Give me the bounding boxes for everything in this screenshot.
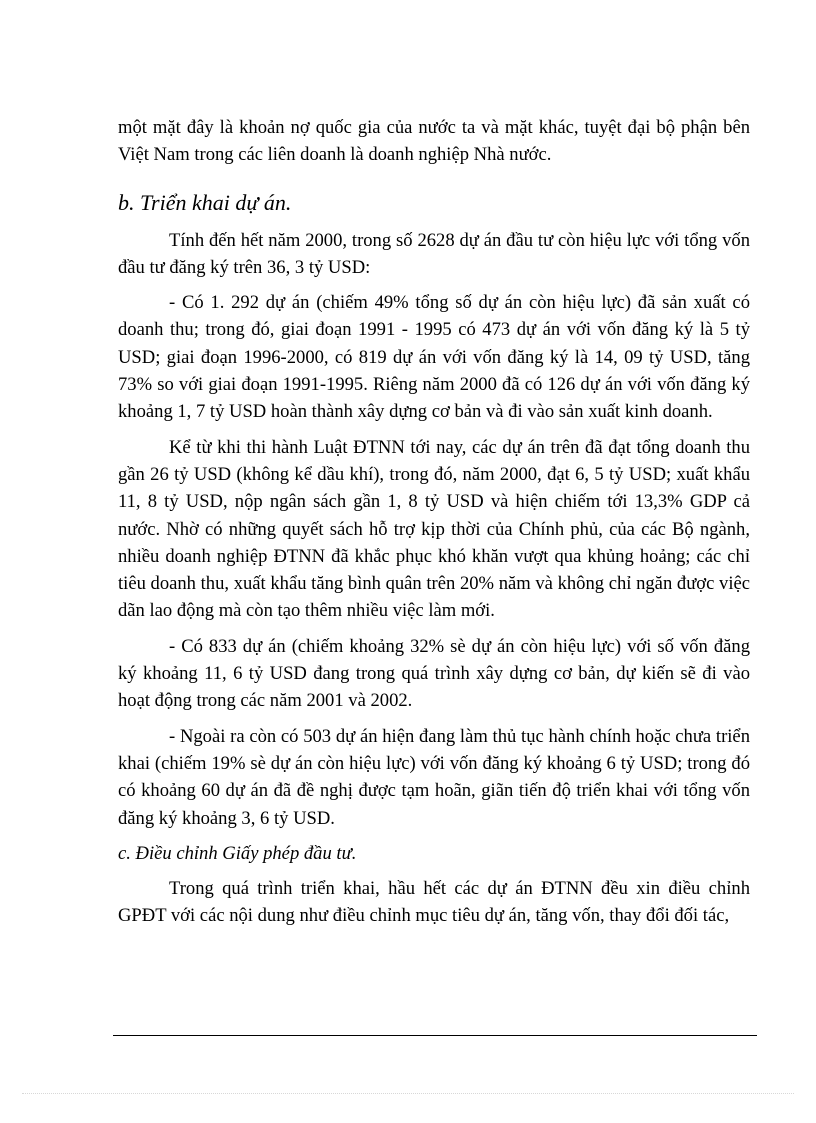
section-heading-c: c. Điều chỉnh Giấy phép đầu tư.: [118, 842, 357, 864]
paragraph-adjustment: Trong quá trình triển khai, hầu hết các dự án ĐTNN đều xin điều chỉnh GPĐT với các nội dung như điều chỉnh mục tiêu dự án, tăng vốn, thay đổi đối tác,: [118, 877, 750, 927]
page-bottom-dotted-line: [22, 1093, 794, 1094]
document-body: [118, 114, 750, 929]
paragraph-continuation: một mặt đây là khoản nợ quốc gia của nước ta và mặt khác, tuyệt đại bộ phận bên Việt Nam trong các liên doanh là doanh nghiệp Nhà nước.: [118, 117, 750, 166]
footer-rule: [113, 1035, 757, 1036]
paragraph-bullet-1: - Có 1. 292 dự án (chiếm 49% tổng số dự án còn hiệu lực) đã sản xuất có doanh thu; trong đó, giai đoạn 1991 - 1995 có 473 dự án với vốn đăng ký là 5 tỷ USD; giai đoạn 1996-2000, có 819 dự án với vốn đăng ký là 14, 09 tỷ USD, tăng 73% so với giai đoạn 1991-1995. Riêng năm 2000 đã có 126 dự án với vốn đăng ký khoảng 1, 7 tỷ USD hoàn thành xây dựng cơ bản và đi vào sản xuất kinh doanh.: [118, 292, 750, 423]
paragraph-revenue: Kể từ khi thi hành Luật ĐTNN tới nay, các dự án trên đã đạt tổng doanh thu gần 26 tỷ USD (không kể dầu khí), trong đó, năm 2000, đạt 6, 5 tỷ USD; xuất khẩu 11, 8 tỷ USD, nộp ngân sách gần 1, 8 tỷ USD và hiện chiếm tới 13,3% GDP cả nước. Nhờ có những quyết sách hỗ trợ kịp thời của Chính phủ, của các Bộ ngành, nhiều doanh nghiệp ĐTNN đã khắc phục khó khăn vượt qua khủng hoảng; các chỉ tiêu doanh thu, xuất khẩu tăng bình quân trên 20% năm và không chỉ ngăn được việc dãn lao động mà còn tạo thêm nhiều việc làm mới.: [118, 436, 750, 622]
section-heading-b: b. Triển khai dự án.: [118, 189, 292, 215]
paragraph-bullet-3: - Ngoài ra còn có 503 dự án hiện đang làm thủ tục hành chính hoặc chưa triển khai (chiếm 19% sè dự án còn hiệu lực) với vốn đăng ký khoảng 6 tỷ USD; trong đó có khoảng 60 dự án đã đề nghị được tạm hoãn, giãn tiến độ triển khai với tổng vốn đăng ký khoảng 3, 6 tỷ USD.: [118, 725, 750, 829]
paragraph-intro: Tính đến hết năm 2000, trong số 2628 dự án đầu tư còn hiệu lực với tổng vốn đầu tư đăng ký trên 36, 3 tỷ USD:: [118, 229, 750, 278]
paragraph-bullet-2: - Có 833 dự án (chiếm khoảng 32% sè dự án còn hiệu lực) với số vốn đăng ký khoảng 11, 6 tỷ USD đang trong quá trình xây dựng cơ bản, dự kiến sẽ đi vào hoạt động trong các năm 2001 và 2002.: [118, 635, 750, 712]
